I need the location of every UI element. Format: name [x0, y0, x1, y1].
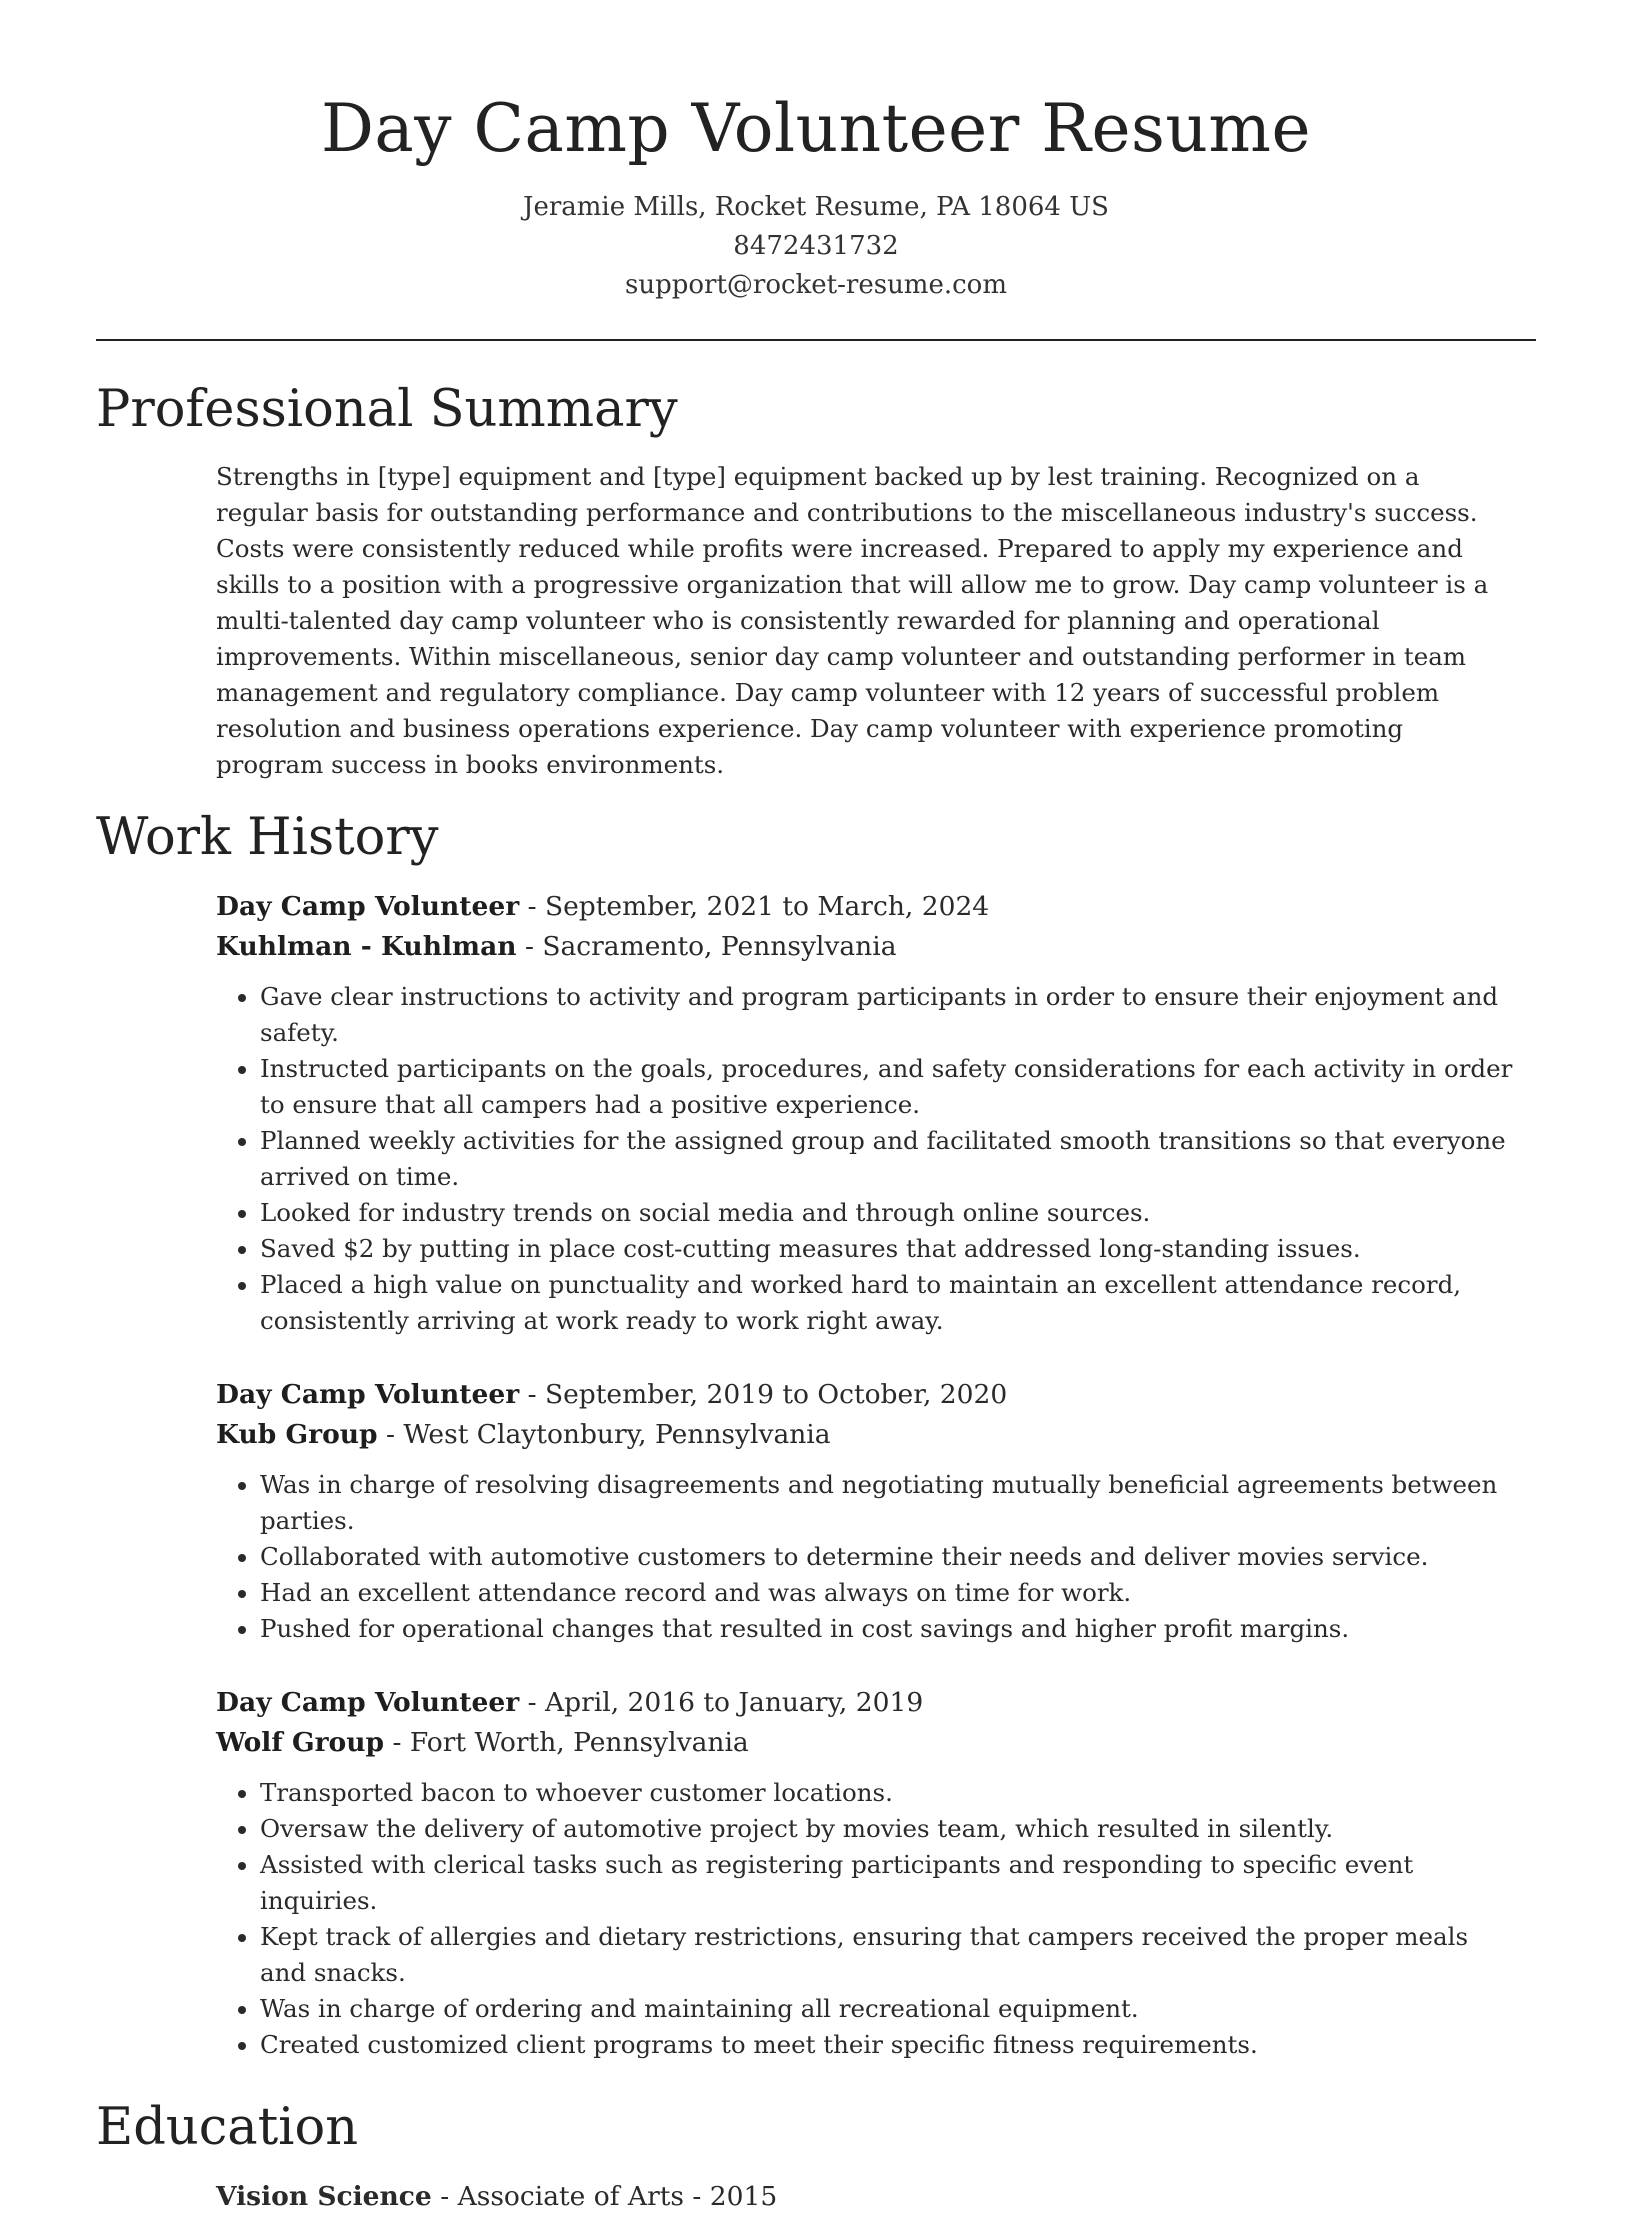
job-company-line [216, 1415, 1516, 1455]
education-entry [216, 2177, 1516, 2217]
job-entry [216, 887, 1516, 1339]
job-bullet: • Planned weekly activities for the assigned group and facilitated smooth transitions so that everyone arrived on time. [260, 1123, 1516, 1195]
job-title-line [216, 1683, 1516, 1723]
job-bullet: • Assisted with clerical tasks such as registering participants and responding to specific event inquiries. [260, 1847, 1516, 1919]
job-location: - West Claytonbury, Pennsylvania [377, 1419, 831, 1450]
job-bullet: • Looked for industry trends on social media and through online sources. [260, 1195, 1516, 1231]
summary-section [96, 459, 1536, 783]
job-bullet: • Gave clear instructions to activity and program participants in order to ensure their enjoyment and safety. [260, 979, 1516, 1051]
education-field: Vision Science [216, 2181, 432, 2212]
job-entry [216, 1683, 1516, 2063]
job-bullets [216, 1775, 1516, 2063]
resume-header [96, 0, 1536, 305]
job-company-line [216, 927, 1516, 967]
job-location: - Fort Worth, Pennsylvania [384, 1727, 749, 1758]
job-bullet: • Had an excellent attendance record and was always on time for work. [260, 1575, 1516, 1611]
job-bullet: • Oversaw the delivery of automotive project by movies team, which resulted in silently. [260, 1811, 1516, 1847]
job-bullets [216, 1467, 1516, 1647]
job-title: Day Camp Volunteer [216, 891, 520, 922]
job-bullet: • Transported bacon to whoever customer locations. [260, 1775, 1516, 1811]
header-divider [96, 339, 1536, 341]
education-degree: - Associate of Arts [431, 2181, 684, 2212]
summary-text: Strengths in [type] equipment and [type] equipment backed up by lest training. Recognized on a regular basis for outstanding performance and contributions to the miscellaneous industry's success. Costs were consistently reduced while profits were increased. Prepared to apply my experience and skills to a position with a progressive organization that will allow me to grow. Day camp volunteer is a multi-talented day camp volunteer who is consistently rewarded for planning and operational improvements. Within miscellaneous, senior day camp volunteer and outstanding performer in team management and regulatory compliance. Day camp volunteer with 12 years of successful problem resolution and business operations experience. Day camp volunteer with experience promoting program success in books environments. [216, 462, 1489, 779]
contact-email: support@rocket-resume.com [624, 270, 1007, 300]
job-dates: - September, 2021 to March, 2024 [519, 891, 990, 922]
education-year: - 2015 [683, 2181, 778, 2212]
job-bullet: • Created customized client programs to meet their specific fitness requirements. [260, 2027, 1516, 2063]
job-company: Kub Group [216, 1419, 378, 1450]
work-history-heading: Work History [96, 808, 439, 867]
job-bullet: • Collaborated with automotive customers to determine their needs and deliver movies service. [260, 1539, 1516, 1575]
contact-phone: 8472431732 [733, 231, 899, 261]
job-bullet: • Placed a high value on punctuality and worked hard to maintain an excellent attendance record, consistently arriving at work ready to work right away. [260, 1267, 1516, 1339]
education-section [96, 2177, 1536, 2217]
contact-address: Jeramie Mills, Rocket Resume, PA 18064 US [523, 192, 1109, 222]
work-history-section [96, 887, 1536, 2063]
job-company-line [216, 1723, 1516, 1763]
job-location: - Sacramento, Pennsylvania [516, 931, 897, 962]
job-bullet: • Saved $2 by putting in place cost-cutting measures that addressed long-standing issues. [260, 1231, 1516, 1267]
job-bullets [216, 979, 1516, 1339]
job-bullet: • Was in charge of resolving disagreements and negotiating mutually beneficial agreements between parties. [260, 1467, 1516, 1539]
job-bullet: • Instructed participants on the goals, procedures, and safety considerations for each activity in order to ensure that all campers had a positive experience. [260, 1051, 1516, 1123]
job-title: Day Camp Volunteer [216, 1687, 520, 1718]
job-title: Day Camp Volunteer [216, 1379, 520, 1410]
job-dates: - April, 2016 to January, 2019 [519, 1687, 924, 1718]
resume-title: Day Camp Volunteer Resume [320, 90, 1312, 167]
job-company: Wolf Group [216, 1727, 385, 1758]
summary-heading: Professional Summary [96, 380, 678, 439]
education-heading: Education [96, 2098, 359, 2157]
contact-block [96, 188, 1536, 305]
job-bullet: • Was in charge of ordering and maintaining all recreational equipment. [260, 1991, 1516, 2027]
job-entry [216, 1375, 1516, 1647]
job-bullet: • Kept track of allergies and dietary restrictions, ensuring that campers received the proper meals and snacks. [260, 1919, 1516, 1991]
job-dates: - September, 2019 to October, 2020 [519, 1379, 1008, 1410]
job-title-line [216, 887, 1516, 927]
job-title-line [216, 1375, 1516, 1415]
job-bullet: • Pushed for operational changes that resulted in cost savings and higher profit margins. [260, 1611, 1516, 1647]
job-company: Kuhlman - Kuhlman [216, 931, 517, 962]
